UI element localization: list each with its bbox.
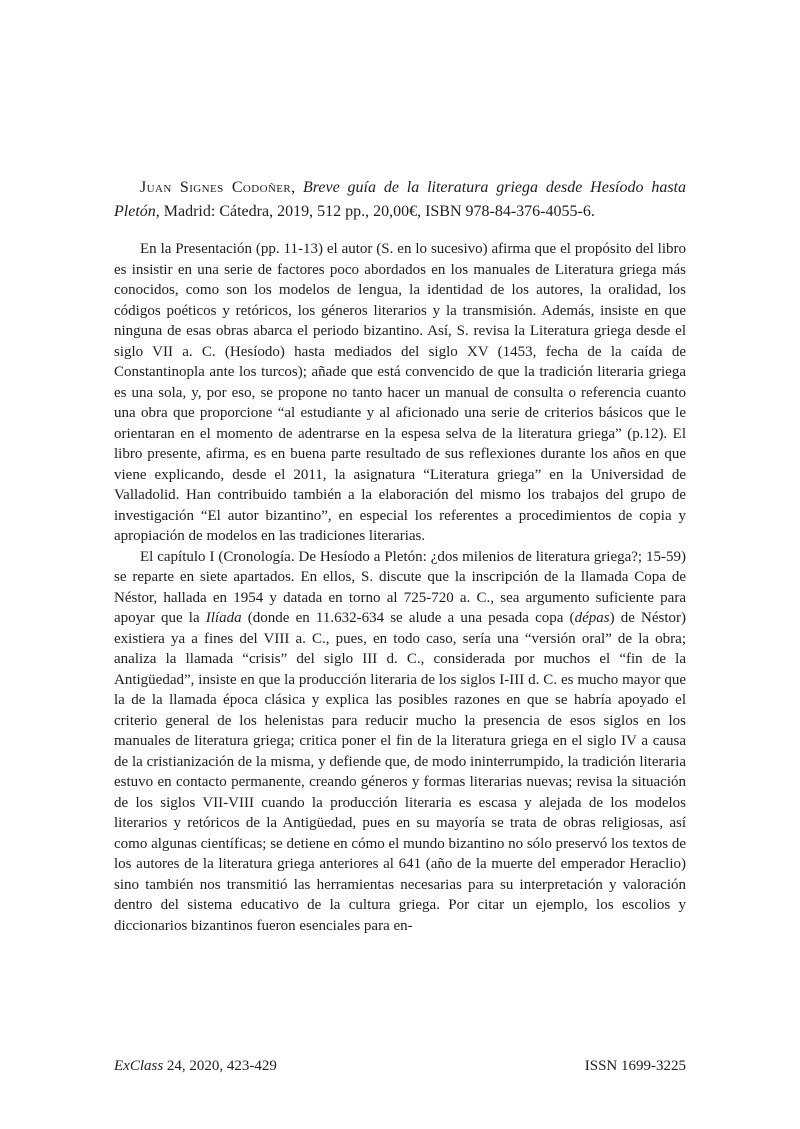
review-paragraph-2: El capítulo I (Cronología. De Hesíodo a Pletón: ¿dos milenios de literatura griega?; 15-59) se reparte en siete apartados. En ellos, S. discute que la inscripción de la llamada Copa de Néstor, hallada en 1954 y datada en torno al 725-720 a. C., sea argumento suficiente para apoyar que la Ilíada (donde en 11.632-634 se alude a una pesada copa (dépas) de Néstor) existiera ya a fines del VIII a. C., pues, en todo caso, sería una “versión oral” de la obra; analiza la llamada “crisis” del siglo III d. C., considerada por muchos el “fin de la Antigüedad”, insiste en que la producción literaria de los siglos I-III d. C. es mucho mayor que la de la llamada época clásica y explica las posibles razones en que se habría apoyado el criterio general de los helenistas para reducir mucho la presencia de esos siglos en los manuales de literatura griega; critica poner el fin de la literatura griega en el siglo IV a causa de la cristianización de la misma, y defiende que, de modo ininterrumpido, la tradición literaria estuvo en contacto permanente, creando géneros y formas literarias nuevas; revisa la situación de los siglos VII-VIII cuando la producción literaria es escasa y alejada de los modelos literarios y retóricos de la Antigüedad, pues en su mayoría se trata de obras religiosas, así como algunas científicas; se detiene en cómo el mundo bizantino no sólo preservó los textos de los autores de la literatura griega anteriores al 641 (año de la muerte del emperador Heraclio) sino también nos transmitió las herramientas necesarias para su interpretación y valoración dentro del sistema educativo de la cultura griega. Por citar un ejemplo, los escolios y diccionarios bizantinos fueron esenciales para en- bbox=[114, 548, 687, 934]
page-content bbox=[114, 176, 686, 936]
book-citation: Juan Signes Codoñer, Breve guía de la literatura griega desde Hesíodo hasta Pletón, Madrid: Cátedra, 2019, 512 pp., 20,00€, ISBN 978-84-376-4055-6. bbox=[114, 179, 687, 220]
page-footer bbox=[114, 1056, 686, 1076]
review-body bbox=[114, 239, 686, 936]
journal-reference: ExClass 24, 2020, 423-429 bbox=[114, 1058, 277, 1074]
issn-number: ISSN 1699-3225 bbox=[584, 1058, 686, 1074]
review-paragraph-1: En la Presentación (pp. 11-13) el autor (S. en lo sucesivo) afirma que el propósito del libro es insistir en una serie de factores poco abordados en los manuales de Literatura griega más conocidos, como son los modelos de lengua, la identidad de los autores, la oralidad, los códigos poéticos y retóricos, los géneros literarios y la transmisión. Además, insiste en que ninguna de esas obras abarca el periodo bizantino. Así, S. revisa la Literatura griega desde el siglo VII a. C. (Hesíodo) hasta mediados del siglo XV (1453, fecha de la caída de Constantinopla ante los turcos); añade que está convencido de que la tradición literaria griega es una sola, y, por eso, se propone no tanto hacer un manual de consulta o referencia cuanto una obra que proporcione “al estudiante y al aficionado una serie de criterios básicos que le orientaran en el momento de adentrarse en la espesa selva de la literatura griega” (p.12). El libro presente, afirma, es en buena parte resultado de sus reflexiones durante los años en que viene explicando, desde el 2011, la asignatura “Literatura griega” en la Universidad de Valladolid. Han contribuido también a la elaboración del mismo los trabajos del grupo de investigación “El autor bizantino”, en especial los referentes a procedimientos de copia y apropiación de modelos en las tradiciones literarias. bbox=[114, 241, 686, 544]
